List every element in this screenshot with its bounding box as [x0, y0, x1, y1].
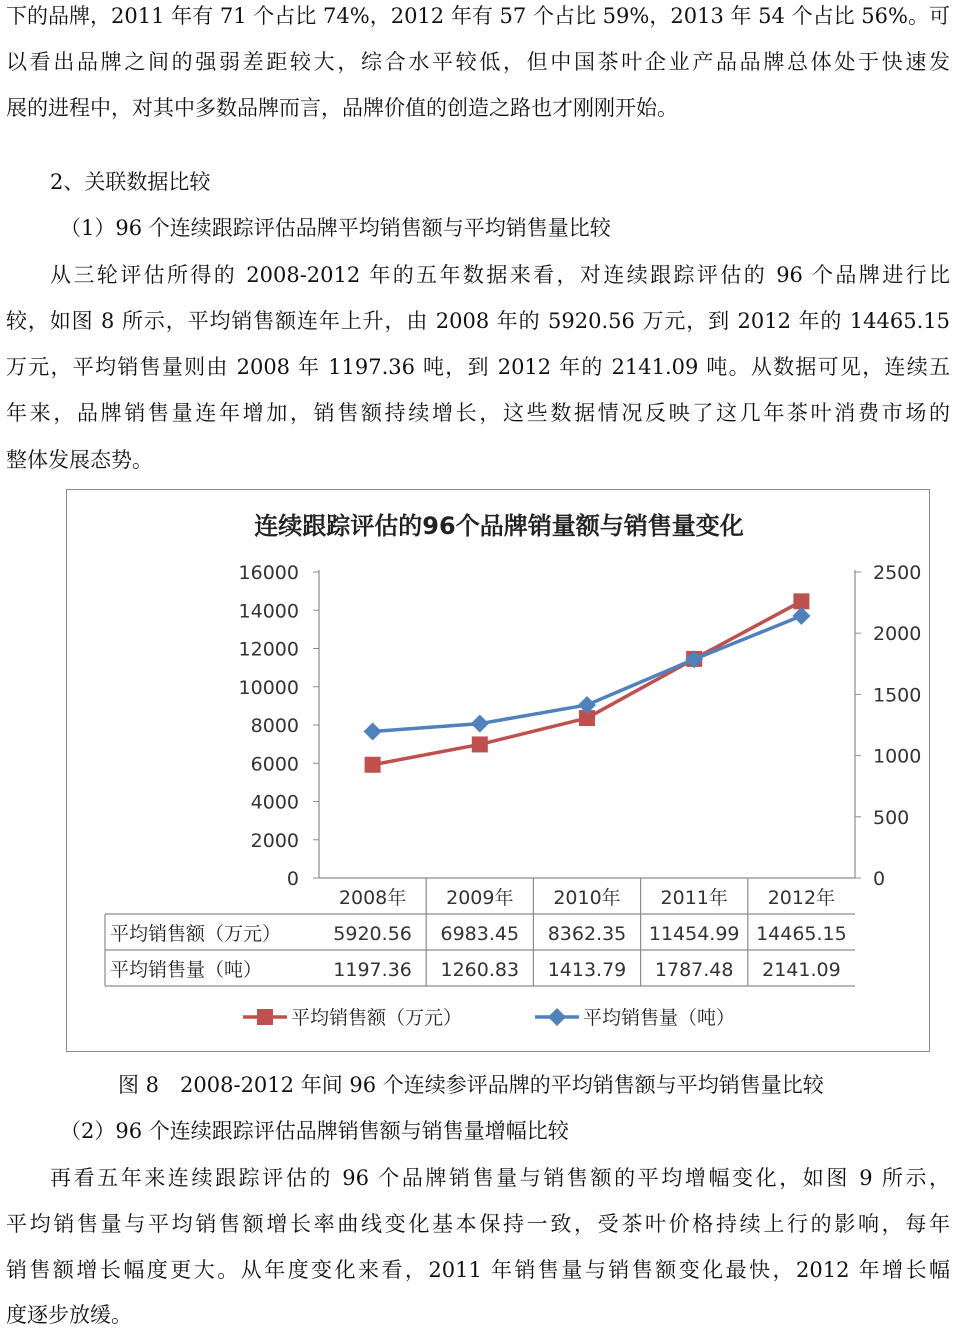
y-right-tick-label: 2000: [873, 623, 922, 646]
legend-marker-square: [257, 1009, 273, 1025]
line-chart: [67, 490, 929, 1051]
body1-line-5: 整体发展态势。: [6, 448, 153, 472]
legend-marker-diamond: [548, 1008, 566, 1026]
subheading-2: （2）96 个连续跟踪评估品牌销售额与销售量增幅比较: [60, 1119, 569, 1143]
y-right-tick-label: 1500: [873, 684, 922, 707]
body2-line-3: 销售额增长幅度更大。从年度变化来看，2011 年销售量与销售额变化最快，2012 年增长幅: [6, 1258, 950, 1282]
table-row-label: 平均销售额（万元）: [110, 923, 282, 945]
body2-line-4: 度逐步放缓。: [6, 1303, 132, 1327]
y-right-tick-label: 2500: [873, 562, 922, 584]
data-point-sales-volume: [364, 722, 382, 740]
intro-line-3: 展的进程中，对其中多数品牌而言，品牌价值的创造之路也才刚刚开始。: [6, 96, 678, 120]
y-left-tick-label: 14000: [238, 600, 299, 623]
figure-caption: 图 8 2008-2012 年间 96 个连续参评品牌的平均销售额与平均销售量比较: [118, 1073, 824, 1097]
data-label: 5920.56: [333, 923, 412, 945]
intro-line-1: 下的品牌，2011 年有 71 个占比 74%，2012 年有 57 个占比 59%，2013 年 54 个占比 56%。可: [6, 4, 950, 28]
intro-line-2: 以看出品牌之间的强弱差距较大，综合水平较低，但中国茶叶企业产品品牌总体处于快速发: [6, 50, 950, 74]
chart-title: 连续跟踪评估的96个品牌销量额与销售量变化: [254, 512, 744, 540]
x-tick-label: 2010年: [553, 887, 621, 909]
data-label: 1197.36: [333, 959, 412, 981]
y-left-tick-label: 6000: [250, 753, 299, 776]
body1-line-4: 年来，品牌销售量连年增加，销售额持续增长，这些数据情况反映了这几年茶叶消费市场的: [6, 401, 950, 425]
section-heading: 2、关联数据比较: [50, 170, 211, 194]
data-point-sales-volume: [471, 715, 489, 733]
y-right-tick-label: 1000: [873, 745, 922, 768]
legend-label: 平均销售额（万元）: [291, 1007, 463, 1029]
body1-line-2: 较，如图 8 所示，平均销售额连年上升，由 2008 年的 5920.56 万元，到 2012 年的 14465.15: [6, 309, 950, 333]
body2-line-2: 平均销售量与平均销售额增长率曲线变化基本保持一致，受茶叶价格持续上行的影响，每年: [6, 1212, 950, 1236]
x-tick-label: 2008年: [338, 887, 407, 909]
y-right-tick-label: 500: [873, 806, 910, 829]
body2-line-1: 再看五年来连续跟踪评估的 96 个品牌销售量与销售额的平均增幅变化，如图 9 所示，: [50, 1166, 950, 1190]
legend-label: 平均销售量（吨）: [583, 1007, 736, 1029]
series-line-sales-amount: [373, 601, 802, 764]
data-label: 1260.83: [440, 959, 520, 981]
table-row-label: 平均销售量（吨）: [110, 959, 263, 981]
y-right-tick-label: 0: [873, 868, 886, 890]
data-label: 14465.15: [756, 923, 847, 945]
y-left-tick-label: 16000: [238, 562, 299, 584]
y-left-tick-label: 4000: [250, 791, 299, 814]
data-label: 8362.35: [547, 923, 627, 945]
x-tick-label: 2009年: [446, 887, 514, 909]
data-point-sales-volume: [792, 607, 810, 625]
body1-line-1: 从三轮评估所得的 2008-2012 年的五年数据来看，对连续跟踪评估的 96 个品牌进行比: [50, 263, 950, 287]
data-label: 6983.45: [440, 923, 520, 945]
y-left-tick-label: 10000: [238, 676, 299, 699]
chart-frame: [66, 489, 930, 1052]
data-label: 2141.09: [762, 959, 841, 981]
data-label: 1787.48: [654, 959, 734, 981]
y-left-tick-label: 8000: [250, 715, 299, 737]
y-left-tick-label: 0: [286, 868, 299, 890]
subheading-1: （1）96 个连续跟踪评估品牌平均销售额与平均销售量比较: [60, 216, 611, 240]
y-left-tick-label: 2000: [250, 829, 299, 852]
data-label: 11454.99: [648, 923, 740, 945]
data-label: 1413.79: [547, 959, 627, 981]
x-tick-label: 2011年: [660, 887, 728, 909]
x-tick-label: 2012年: [767, 887, 836, 909]
data-point-sales-amount: [472, 736, 488, 752]
y-left-tick-label: 12000: [238, 638, 299, 661]
data-point-sales-amount: [365, 757, 381, 773]
body1-line-3: 万元，平均销售量则由 2008 年 1197.36 吨，到 2012 年的 2141.09 吨。从数据可见，连续五: [6, 355, 950, 379]
